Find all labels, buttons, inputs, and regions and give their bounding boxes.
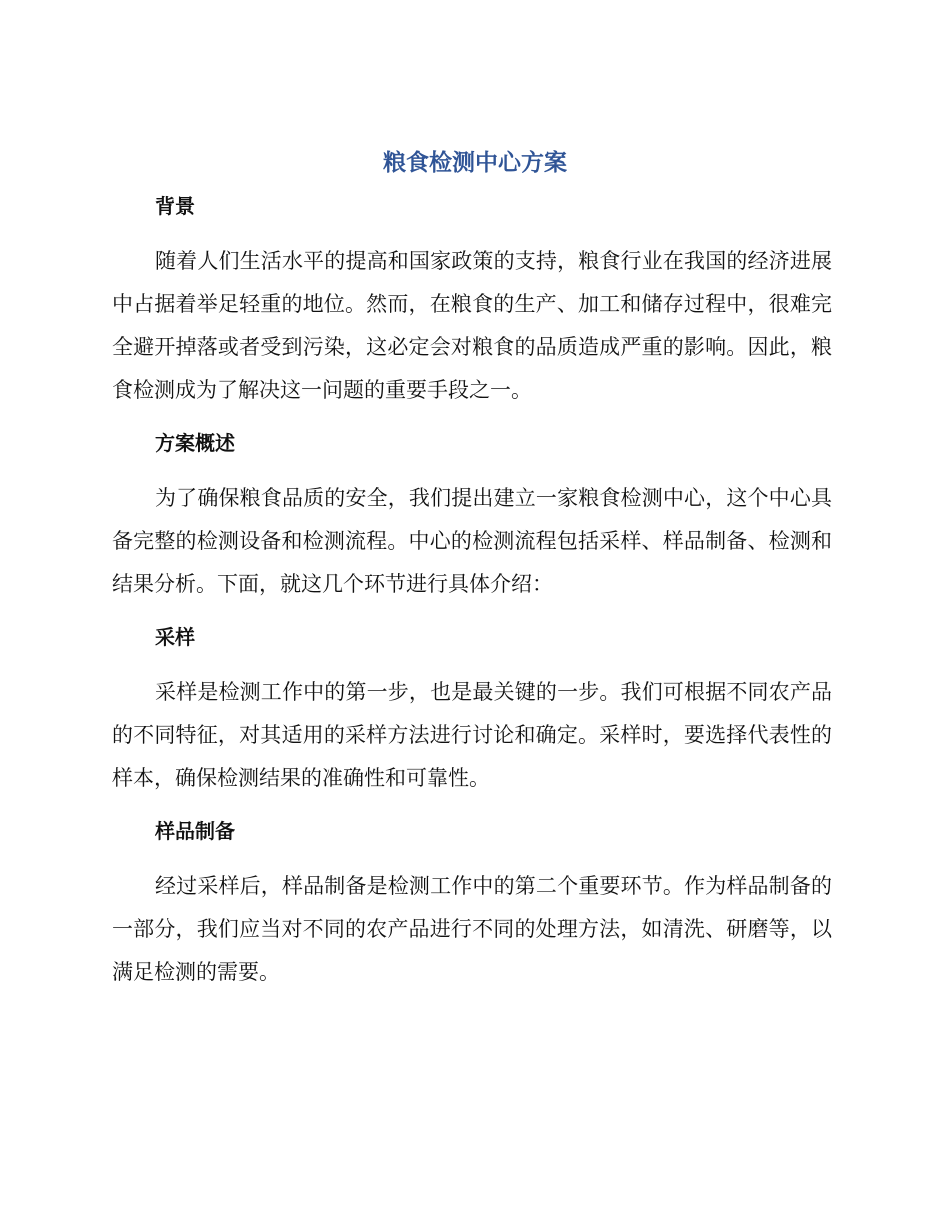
section-heading-background: 背景 <box>155 194 195 218</box>
section-heading-sampling: 采样 <box>155 625 195 649</box>
section-paragraph-background: 随着人们生活水平的提高和国家政策的支持，粮食行业在我国的经济进展中占据着举足轻重的地位。然而，在粮食的生产、加工和储存过程中，很难完全避开掉落或者受到污染，这必定会对粮食的品质造成严重的影响。因此，粮食检测成为了解决这一问题的重要手段之一。 <box>112 249 832 402</box>
section-heading-overview: 方案概述 <box>155 431 235 455</box>
section-paragraph-sampling: 采样是检测工作中的第一步，也是最关键的一步。我们可根据不同农产品的不同特征，对其适用的采样方法进行讨论和确定。采样时，要选择代表性的样本，确保检测结果的准确性和可靠性。 <box>112 680 832 790</box>
section-paragraph-sample-prep: 经过采样后，样品制备是检测工作中的第二个重要环节。作为样品制备的一部分，我们应当对不同的农产品进行不同的处理方法，如清洗、研磨等，以满足检测的需要。 <box>112 874 832 984</box>
section-paragraph-overview: 为了确保粮食品质的安全，我们提出建立一家粮食检测中心，这个中心具备完整的检测设备和检测流程。中心的检测流程包括采样、样品制备、检测和结果分析。下面，就这几个环节进行具体介绍： <box>112 486 832 596</box>
section-heading-sample-prep: 样品制备 <box>155 819 235 843</box>
document-title: 粮食检测中心方案 <box>383 150 567 176</box>
